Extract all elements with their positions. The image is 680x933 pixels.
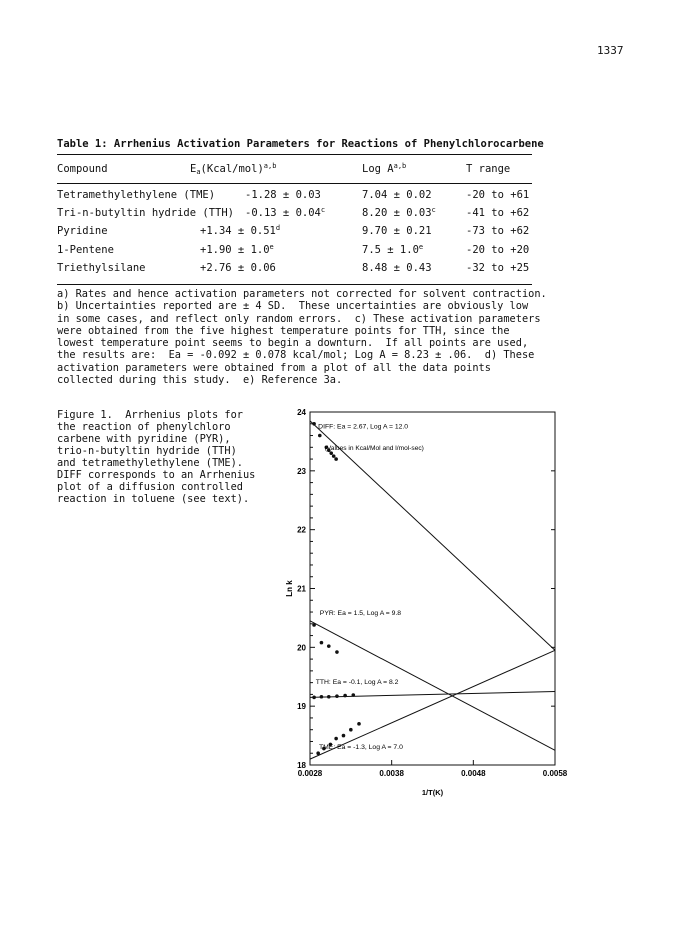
table-cell-ea [200, 262, 276, 274]
header-loga [362, 163, 406, 175]
data-point [327, 644, 331, 648]
table-footnotes: a) Rates and hence activation parameters not corrected for solvent contraction. b) Uncertainties reported are ± 4 SD. These uncertainties are obviously low in some cases, and reflect only random errors. c) These activation parameters were obtained from the five highest temperature points for TTH, since the lowest temperature point seems to begin a downturn. If all points are used, the results are: Ea = -0.092 ± 0.078 kcal/mol; Log A = 8.23 ± .06. d) These activation parameters were obtained from a plot of all the data points collected during this study. e) Reference 3a. [57, 288, 547, 387]
x-tick-label: 0.0028 [297, 769, 323, 778]
table-cell-ea-note: d [275, 224, 281, 232]
table-cell-compound-text: Pyridine [57, 225, 108, 237]
table-cell-compound [57, 225, 108, 237]
data-point [312, 696, 316, 700]
table-cell-compound [57, 207, 234, 219]
x-tick-label: 0.0038 [379, 769, 404, 778]
y-tick-label: 22 [297, 525, 306, 535]
y-tick-label: 24 [297, 408, 306, 417]
table-cell-loga-note: e [418, 243, 424, 251]
y-tick-label: 19 [297, 702, 306, 712]
table-cell-loga-text: 7.5 ± 1.0 [362, 244, 419, 256]
table-cell-loga-text: 8.48 ± 0.43 [362, 262, 432, 274]
table-cell-ea-text: +1.34 ± 0.51 [200, 225, 276, 237]
table-cell-trange-text: -32 to +25 [466, 262, 530, 274]
table-cell-compound-text: Triethylsilane [57, 262, 146, 274]
series-label: TTH: Ea = -0.1, Log A = 8.2 [315, 678, 399, 686]
table-cell-trange [466, 189, 529, 201]
plot-frame [310, 412, 555, 765]
table-bottom-rule [57, 284, 532, 285]
header-ea-symbol: E [190, 163, 197, 175]
data-point [357, 722, 361, 726]
header-ea-note: a,b [263, 162, 277, 170]
y-tick-label: 23 [297, 466, 306, 476]
data-point [312, 422, 316, 426]
data-point [327, 695, 331, 699]
header-trange: T range [466, 163, 511, 175]
table-cell-compound-text: Tri-n-butyltin hydride (TTH) [57, 207, 235, 219]
table-title: Table 1: Arrhenius Activation Parameters for Reactions of Phenylchlorocarbene [57, 138, 544, 150]
arrhenius-chart [270, 400, 570, 820]
data-point [342, 734, 346, 738]
table-cell-loga-note: c [431, 206, 436, 214]
y-tick-label: 18 [297, 761, 306, 770]
table-cell-compound [57, 189, 215, 201]
table-cell-ea-text: +2.76 ± 0.06 [200, 262, 276, 274]
header-loga-note: a,b [393, 162, 407, 170]
table-cell-trange-text: -41 to +62 [466, 207, 530, 219]
table-cell-compound [57, 244, 114, 256]
table-cell-trange [466, 207, 529, 219]
data-point [320, 641, 324, 645]
table-cell-loga [362, 262, 432, 274]
table-cell-ea-text: -0.13 ± 0.04 [245, 207, 321, 219]
x-axis-label: 1/T(K) [421, 788, 444, 797]
header-ea [190, 163, 276, 175]
data-point [343, 694, 347, 698]
chart-annotation: (Values in Kcal/Mol and l/mol-sec) [324, 445, 424, 453]
table-top-rule [57, 154, 532, 155]
x-tick-label: 0.0058 [542, 769, 568, 778]
y-tick-label: 20 [297, 643, 306, 653]
table-cell-ea [200, 225, 280, 237]
table-cell-loga [362, 207, 436, 219]
table-cell-trange [466, 244, 529, 256]
table-cell-trange [466, 262, 529, 274]
data-point [334, 457, 338, 461]
x-tick-label: 0.0048 [461, 769, 486, 778]
header-ea-subscript: a [196, 168, 201, 176]
data-point [316, 751, 320, 755]
table-cell-compound-text: 1-Pentene [57, 244, 114, 256]
table-cell-trange [466, 225, 529, 237]
table-cell-trange-text: -20 to +61 [466, 189, 530, 201]
table-cell-ea-text: +1.90 ± 1.0 [200, 244, 270, 256]
data-point [320, 695, 324, 699]
header-ea-unit: (Kcal/mol) [200, 163, 264, 175]
series-label: DIFF: Ea = 2.67, Log A = 12.0 [318, 423, 409, 431]
table-cell-loga [362, 244, 423, 256]
y-axis-label: Ln k [285, 580, 294, 597]
table-cell-compound-text: Tetramethylethylene (TME) [57, 189, 216, 201]
series-line [310, 691, 555, 697]
y-tick-label: 21 [297, 584, 306, 594]
series-label: PYR: Ea = 1.5, Log A = 9.8 [319, 609, 402, 617]
table-cell-loga [362, 189, 432, 201]
table-header-rule [57, 183, 532, 184]
data-point [318, 434, 322, 438]
table-cell-loga-text: 8.20 ± 0.03 [362, 207, 432, 219]
header-loga-label: Log A [362, 163, 394, 175]
table-cell-ea [245, 189, 321, 201]
page-number: 1337 [597, 44, 624, 57]
table-cell-loga-text: 7.04 ± 0.02 [362, 189, 432, 201]
table-cell-loga [362, 225, 432, 237]
series-line [310, 650, 555, 759]
data-point [332, 454, 336, 458]
data-point [334, 737, 338, 741]
table-cell-trange-text: -20 to +20 [466, 244, 530, 256]
data-point [351, 693, 355, 697]
table-cell-ea [200, 244, 274, 256]
data-point [312, 623, 316, 627]
table-cell-loga-text: 9.70 ± 0.21 [362, 225, 432, 237]
table-cell-compound [57, 262, 146, 274]
table-cell-ea [245, 207, 325, 219]
figure-caption: Figure 1. Arrhenius plots for the reaction of phenylchloro carbene with pyridine (PYR), trio-n-butyltin hydride (TTH) and tetramethylethylene (TME). DIFF corresponds to an Arrhenius plot of a diffusion controlled reaction in toluene (see text). [57, 409, 256, 505]
data-point [335, 650, 339, 654]
data-point [335, 694, 339, 698]
table-cell-trange-text: -73 to +62 [466, 225, 530, 237]
table-cell-ea-note: c [320, 206, 326, 214]
header-compound: Compound [57, 163, 108, 175]
table-cell-ea-text: -1.28 ± 0.03 [245, 189, 321, 201]
table-cell-ea-note: e [269, 243, 274, 251]
series-label: TME: Ea = -1.3, Log A = 7.0 [318, 744, 403, 752]
data-point [349, 728, 353, 732]
